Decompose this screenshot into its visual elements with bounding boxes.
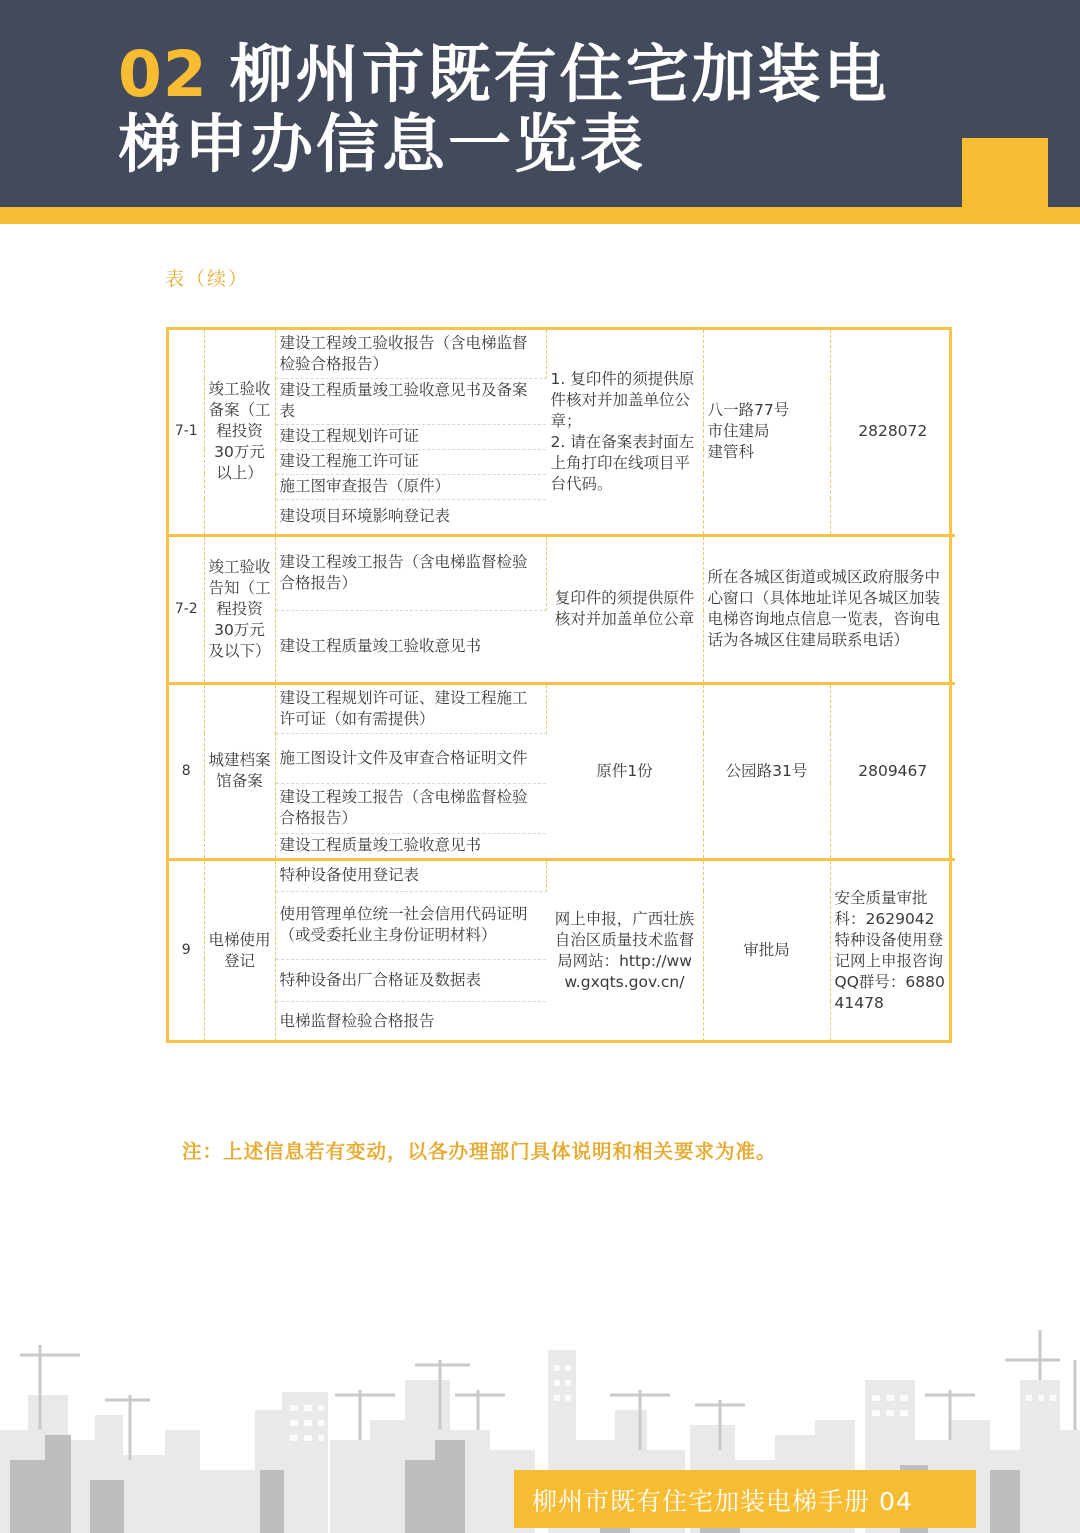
material-item: 施工图审查报告（原件） [275, 474, 546, 499]
header-stripe [0, 207, 1080, 224]
material-item: 建设工程规划许可证、建设工程施工许可证（如有需提供） [275, 683, 546, 733]
contact-phone: 2809467 [830, 683, 955, 859]
table-row [169, 535, 955, 610]
material-item: 建设工程质量竣工验收意见书 [275, 833, 546, 859]
page-title [118, 40, 958, 180]
item-number: 9 [169, 859, 204, 1041]
info-table [166, 327, 952, 1043]
material-item: 建设工程竣工报告（含电梯监督检验合格报告） [275, 783, 546, 833]
table-row [169, 330, 955, 378]
submission-form: 网上申报，广西壮族自治区质量技术监督局网站：http://www.gxqts.gov.cn/ [546, 859, 703, 1041]
footer-title: 柳州市既有住宅加装电梯手册 04 [532, 1487, 913, 1516]
contact-phone: 2828072 [830, 330, 955, 535]
item-number: 8 [169, 683, 204, 859]
material-item: 施工图设计文件及审查合格证明文件 [275, 733, 546, 783]
item-number: 7-2 [169, 535, 204, 683]
table-row [169, 683, 955, 733]
office-address: 审批局 [703, 859, 830, 1041]
material-item: 特种设备出厂合格证及数据表 [275, 959, 546, 1001]
item-name: 竣工验收告知（工程投资30万元及以下） [204, 535, 275, 683]
material-item: 建设工程竣工报告（含电梯监督检验合格报告） [275, 535, 546, 610]
header-accent-block [962, 138, 1048, 210]
office-address: 公园路31号 [703, 683, 830, 859]
office-address: 所在各城区街道或城区政府服务中心窗口（具体地址详见各城区加装电梯咨询地点信息一览表，咨询电话为各城区住建局联系电话） [703, 535, 955, 683]
submission-form: 1. 复印件的须提供原件核对并加盖单位公章； 2. 请在备案表封面左上角打印在线项目平台代码。 [546, 330, 703, 535]
section-number: 02 [118, 38, 208, 111]
footnote: 注：上述信息若有变动，以各办理部门具体说明和相关要求为准。 [182, 1140, 777, 1163]
submission-form: 原件1份 [546, 683, 703, 859]
item-number: 7-1 [169, 330, 204, 535]
table-caption: 表（续） [165, 268, 250, 290]
item-name: 竣工验收备案（工程投资30万元以上） [204, 330, 275, 535]
contact-phone: 安全质量审批科：2629042 特种设备使用登记网上申报咨询QQ群号：688041478 [834, 888, 945, 1012]
material-item: 使用管理单位统一社会信用代码证明（或受委托业主身份证明材料） [275, 891, 546, 959]
submission-form: 复印件的须提供原件核对并加盖单位公章 [546, 535, 703, 683]
material-item: 建设工程竣工验收报告（含电梯监督检验合格报告） [275, 330, 546, 378]
material-item: 特种设备使用登记表 [275, 859, 546, 891]
material-item: 建设工程质量竣工验收意见书 [275, 610, 546, 683]
item-name: 城建档案馆备案 [204, 683, 275, 859]
title-line1: 柳州市既有住宅加装电 [229, 38, 890, 111]
material-item: 电梯监督检验合格报告 [279, 1011, 435, 1030]
title-line2: 梯申办信息一览表 [118, 108, 646, 181]
office-address: 八一路77号 市住建局 建管科 [703, 330, 830, 535]
material-item: 建设项目环境影响登记表 [275, 499, 546, 535]
material-item: 建设工程质量竣工验收意见书及备案表 [275, 378, 546, 424]
table-row [169, 859, 955, 891]
material-item: 建设工程施工许可证 [275, 449, 546, 474]
item-name: 电梯使用登记 [204, 859, 275, 1041]
material-item: 建设工程规划许可证 [275, 424, 546, 449]
